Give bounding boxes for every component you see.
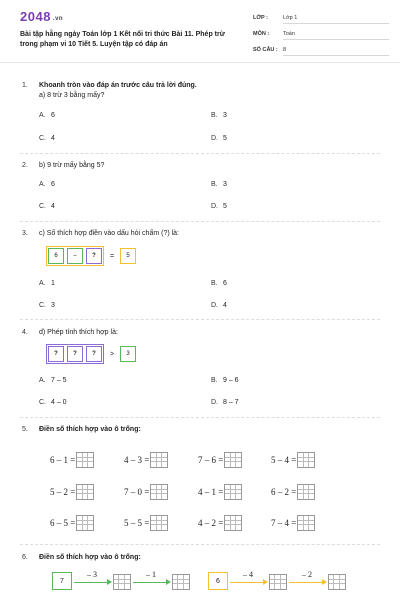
calc-item: 5 – 4 = bbox=[271, 452, 315, 468]
calc-item: 4 – 1 = bbox=[198, 484, 242, 500]
arrow-right-icon: – 3 bbox=[72, 574, 112, 590]
question-5-text: Điền số thích hợp vào ô trống: bbox=[39, 426, 141, 433]
answer-grid[interactable] bbox=[150, 484, 168, 500]
answer-grid[interactable] bbox=[269, 574, 287, 590]
question-3-sub: c) Số thích hợp điền vào dấu hỏi chấm (?) là: bbox=[39, 230, 179, 237]
question-4: 4. d) Phép tính thích hợp là: bbox=[22, 329, 118, 336]
q1-option-a[interactable]: A. 6 bbox=[39, 112, 55, 119]
question-6: 6. Điền số thích hợp vào ô trống: bbox=[22, 554, 141, 561]
answer-grid[interactable] bbox=[113, 574, 131, 590]
chain-start-box: 6 bbox=[208, 572, 228, 590]
divider bbox=[20, 544, 380, 545]
q1-option-b[interactable]: B. 3 bbox=[211, 112, 227, 119]
arrow-right-icon: – 1 bbox=[131, 574, 171, 590]
q2-option-c[interactable]: C. 4 bbox=[39, 203, 55, 210]
q4-option-b[interactable]: B. 9 – 6 bbox=[211, 377, 239, 384]
question-2-sub: b) 9 trừ mấy bằng 5? bbox=[39, 162, 105, 169]
question-4-sub: d) Phép tính thích hợp là: bbox=[39, 329, 118, 336]
divider bbox=[20, 153, 380, 154]
q3-expression: 6 – ? = 5 bbox=[46, 246, 136, 266]
calc-item: 5 – 2 = bbox=[50, 484, 94, 500]
q3-option-a[interactable]: A. 1 bbox=[39, 280, 55, 287]
answer-grid[interactable] bbox=[150, 515, 168, 531]
meta-subject: MÔN : Toán bbox=[253, 31, 295, 37]
site-logo[interactable]: 2048 .vn bbox=[20, 9, 64, 24]
q3-box-op: – bbox=[67, 248, 83, 264]
q4-box-2[interactable]: ? bbox=[67, 346, 83, 362]
question-6-text: Điền số thích hợp vào ô trống: bbox=[39, 554, 141, 561]
page-header bbox=[0, 0, 400, 63]
q3-option-b[interactable]: B. 6 bbox=[211, 280, 227, 287]
calc-item: 4 – 3 = bbox=[124, 452, 168, 468]
answer-grid[interactable] bbox=[76, 452, 94, 468]
q2-option-b[interactable]: B. 3 bbox=[211, 181, 227, 188]
answer-grid[interactable] bbox=[297, 484, 315, 500]
q4-expression: ? ? ? > 3 bbox=[46, 344, 136, 364]
meta-question-count: SỐ CÂU : 8 bbox=[253, 47, 286, 53]
answer-grid[interactable] bbox=[297, 515, 315, 531]
q4-box-3[interactable]: ? bbox=[86, 346, 102, 362]
q4-option-c[interactable]: C. 4 – 0 bbox=[39, 399, 67, 406]
q4-box-1[interactable]: ? bbox=[48, 346, 64, 362]
divider bbox=[20, 319, 380, 320]
divider bbox=[20, 221, 380, 222]
question-1-text: Khoanh tròn vào đáp án trước câu trả lời đúng. bbox=[39, 82, 197, 89]
q3-option-d[interactable]: D. 4 bbox=[211, 302, 227, 309]
q1-option-d[interactable]: D. 5 bbox=[211, 135, 227, 142]
calc-item: 7 – 0 = bbox=[124, 484, 168, 500]
q3-box-a: 6 bbox=[48, 248, 64, 264]
question-2: 2. b) 9 trừ mấy bằng 5? bbox=[22, 162, 105, 169]
question-5: 5. Điền số thích hợp vào ô trống: bbox=[22, 426, 141, 433]
q2-option-d[interactable]: D. 5 bbox=[211, 203, 227, 210]
question-3: 3. c) Số thích hợp điền vào dấu hỏi chấm (?) là: bbox=[22, 230, 179, 237]
q3-option-c[interactable]: C. 3 bbox=[39, 302, 55, 309]
calc-item: 6 – 2 = bbox=[271, 484, 315, 500]
number-chain-2 bbox=[208, 572, 346, 590]
answer-grid[interactable] bbox=[328, 574, 346, 590]
q3-box-result: 5 bbox=[120, 248, 136, 264]
arrow-right-icon: – 2 bbox=[287, 574, 327, 590]
q3-box-unknown[interactable]: ? bbox=[86, 248, 102, 264]
chain-start-box: 7 bbox=[52, 572, 72, 590]
answer-grid[interactable] bbox=[224, 484, 242, 500]
answer-grid[interactable] bbox=[172, 574, 190, 590]
answer-grid[interactable] bbox=[76, 484, 94, 500]
meta-class: LỚP : Lớp 1 bbox=[253, 15, 297, 21]
calc-item: 7 – 6 = bbox=[198, 452, 242, 468]
answer-grid[interactable] bbox=[76, 515, 94, 531]
answer-grid[interactable] bbox=[297, 452, 315, 468]
number-chain-1 bbox=[52, 572, 190, 590]
calc-item: 4 – 2 = bbox=[198, 515, 242, 531]
q2-option-a[interactable]: A. 6 bbox=[39, 181, 55, 188]
calc-item: 7 – 4 = bbox=[271, 515, 315, 531]
arrow-right-icon: – 4 bbox=[228, 574, 268, 590]
question-1-sub: a) 8 trừ 3 bằng mấy? bbox=[39, 92, 105, 99]
answer-grid[interactable] bbox=[224, 452, 242, 468]
question-1: 1. Khoanh tròn vào đáp án trước câu trả lời đúng. a) 8 trừ 3 bằng mấy? bbox=[22, 81, 380, 99]
calc-item: 5 – 5 = bbox=[124, 515, 168, 531]
q4-option-d[interactable]: D. 8 – 7 bbox=[211, 399, 239, 406]
q4-box-result: 3 bbox=[120, 346, 136, 362]
document-title: Bài tập hằng ngày Toán lớp 1 Kết nối tri thức Bài 11. Phép trừ trong phạm vi 10 Tiết 5. Luyện tập có đáp án bbox=[20, 31, 225, 48]
calc-item: 6 – 5 = bbox=[50, 515, 94, 531]
divider bbox=[20, 417, 380, 418]
answer-grid[interactable] bbox=[224, 515, 242, 531]
q4-option-a[interactable]: A. 7 – 5 bbox=[39, 377, 67, 384]
calc-item: 6 – 1 = bbox=[50, 452, 94, 468]
q1-option-c[interactable]: C. 4 bbox=[39, 135, 55, 142]
answer-grid[interactable] bbox=[150, 452, 168, 468]
